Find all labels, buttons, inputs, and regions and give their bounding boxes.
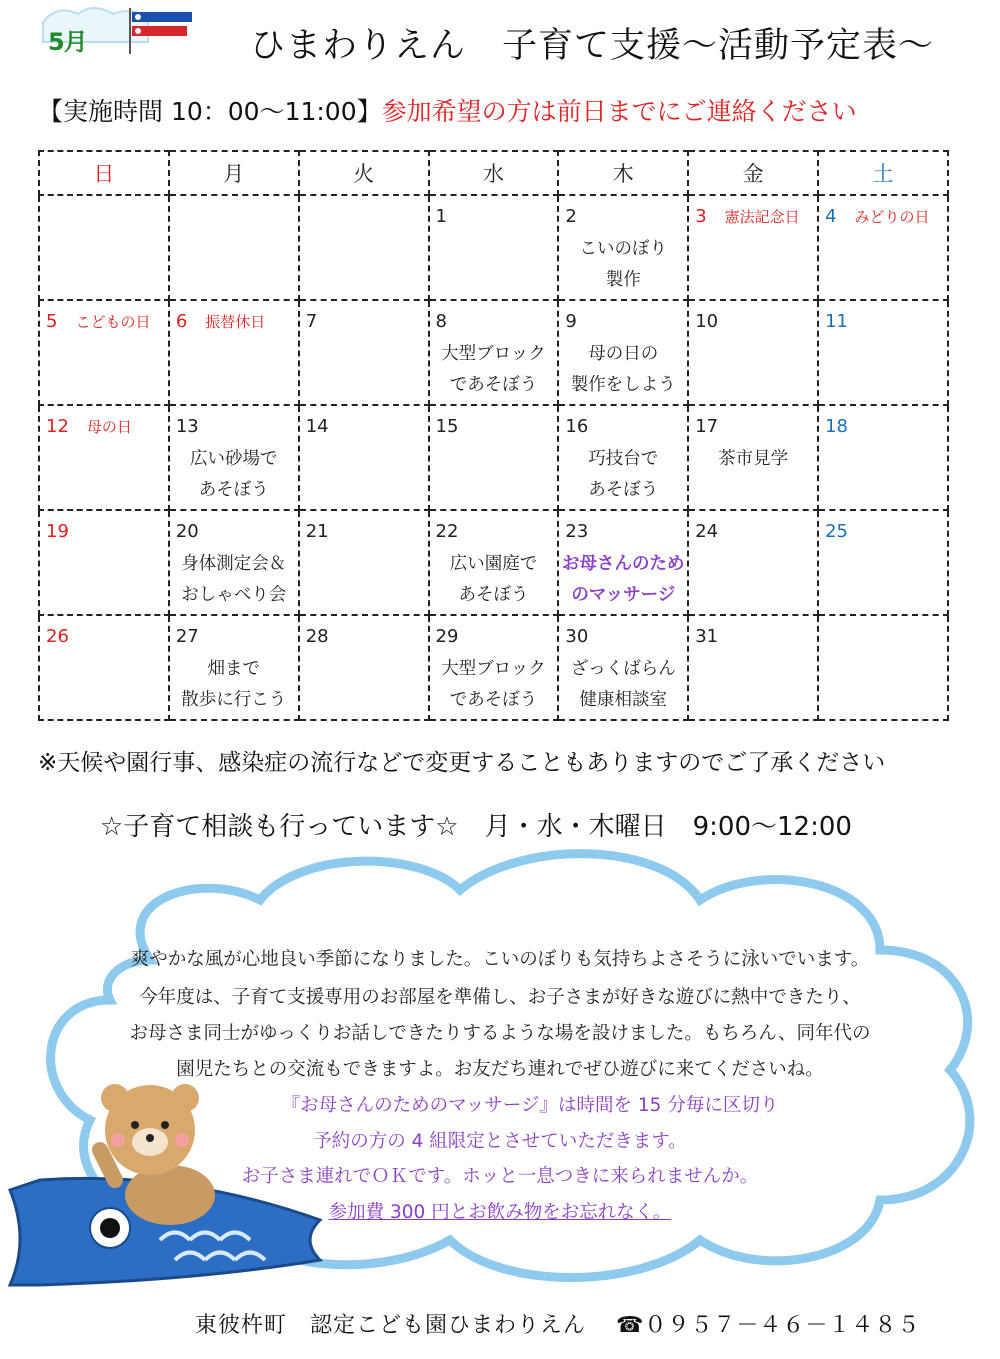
month-badge: 5月 [48, 28, 87, 56]
message-line-2: 今年度は、子育て支援専用のお部屋を準備し、お子さまが好きな遊びに熱中できたり、 [139, 987, 861, 1008]
event-text [170, 444, 298, 506]
day-number [46, 311, 150, 332]
weekday-sun: 日 [39, 151, 169, 195]
calendar-day-cell [169, 300, 299, 405]
day-number [436, 521, 459, 542]
event-line: 製作 [605, 270, 641, 290]
day-number [695, 206, 799, 227]
holiday-label: 振替休日 [205, 313, 266, 331]
holiday-label: みどりの日 [854, 208, 930, 226]
calendar-day-cell [169, 510, 299, 615]
calendar-day-cell [299, 195, 429, 300]
day-number [825, 416, 848, 437]
day-number-value: 23 [565, 521, 589, 542]
day-number-value: 5 [46, 311, 58, 332]
day-number [825, 311, 848, 332]
day-number [306, 521, 329, 542]
day-number-value: 31 [695, 626, 719, 647]
day-number-value: 9 [565, 311, 577, 332]
day-number [695, 416, 718, 437]
weekday-header-row [39, 151, 948, 195]
calendar-day-cell [558, 510, 688, 615]
event-line: 広い園庭で [449, 554, 538, 574]
calendar-day-cell [558, 615, 688, 720]
day-number-value: 6 [175, 311, 188, 332]
calendar-day-cell [429, 195, 559, 300]
event-line: あそぼう [588, 480, 659, 500]
calendar-day-cell [299, 615, 429, 720]
time-text: 【実施時間 10：00～11:00】 [38, 97, 382, 126]
day-number [436, 416, 459, 437]
event-text [559, 234, 687, 296]
calendar-table [38, 150, 949, 721]
phone-icon: ☎ [616, 1313, 645, 1338]
event-text [430, 339, 558, 401]
calendar-day-cell [39, 615, 169, 720]
day-number [695, 521, 718, 542]
event-text [170, 654, 298, 716]
calendar-week-row [39, 405, 948, 510]
day-number [436, 311, 447, 332]
weekday-sat: 土 [818, 151, 948, 195]
consultation-info: ☆子育て相談も行っています☆ 月・水・木曜日 9:00～12:00 [100, 812, 852, 842]
event-line: であそぼう [449, 375, 538, 395]
calendar-day-cell [558, 300, 688, 405]
day-number [565, 206, 576, 227]
event-line: 母の日の [588, 344, 659, 364]
calendar-day-cell [39, 510, 169, 615]
day-number-value: 3 [695, 206, 707, 227]
event-line: 畑まで [207, 659, 261, 679]
event-line: こいのぼり [579, 239, 668, 259]
calendar-day-cell [299, 405, 429, 510]
calendar-day-cell [39, 195, 169, 300]
calendar-day-cell [39, 405, 169, 510]
day-number [565, 311, 576, 332]
day-number-value: 30 [565, 626, 589, 647]
calendar-day-cell [688, 405, 818, 510]
day-number [176, 311, 265, 332]
contact-text: 参加希望の方は前日までにご連絡ください [381, 97, 857, 126]
event-line: 製作をしよう [570, 375, 676, 395]
day-number-value: 25 [825, 521, 848, 542]
phone-number: ０９５７－４６－１４８５ [644, 1313, 921, 1338]
calendar-day-cell [169, 615, 299, 720]
calendar-day-cell [429, 615, 559, 720]
day-number [176, 626, 199, 647]
calendar-day-cell [688, 195, 818, 300]
event-line: であそぼう [449, 690, 538, 710]
event-line: 大型ブロック [441, 659, 546, 679]
calendar-day-cell [818, 510, 948, 615]
day-number-value: 14 [305, 416, 329, 437]
calendar-day-cell [818, 195, 948, 300]
day-number [565, 626, 588, 647]
event-text [559, 339, 687, 401]
footer [195, 1308, 920, 1339]
calendar-day-cell [169, 195, 299, 300]
event-text [170, 549, 298, 611]
weekday-tue: 火 [299, 151, 429, 195]
calendar-day-cell [688, 615, 818, 720]
day-number [46, 626, 69, 647]
day-number [436, 626, 459, 647]
page-title: ひまわりえん 子育て支援～活動予定表～ [250, 26, 935, 66]
day-number-value: 11 [825, 311, 848, 332]
day-number-value: 12 [46, 416, 69, 437]
weekday-mon: 月 [169, 151, 299, 195]
event-text [430, 654, 558, 716]
calendar-day-cell [299, 510, 429, 615]
calendar-day-cell [558, 195, 688, 300]
day-number-value: 4 [825, 206, 837, 227]
day-number [306, 626, 329, 647]
bear-koinobori-illustration [0, 1080, 330, 1300]
day-number-value: 20 [175, 521, 199, 542]
day-number-value: 28 [305, 626, 329, 647]
day-number-value: 8 [435, 311, 447, 332]
event-line: あそぼう [458, 585, 529, 605]
day-number [46, 416, 132, 437]
weekday-fri: 金 [688, 151, 818, 195]
day-number [825, 206, 929, 227]
event-text [430, 549, 558, 611]
schedule-time-line [38, 92, 857, 128]
day-number [436, 206, 447, 227]
event-line: ざっくばらん [570, 659, 676, 679]
day-number-value: 1 [435, 206, 447, 227]
weekday-wed: 水 [429, 151, 559, 195]
massage-line-2: 予約の方の 4 組限定とさせていただきます。 [313, 1131, 687, 1152]
day-number [695, 311, 718, 332]
calendar-day-cell [429, 405, 559, 510]
day-number [306, 311, 317, 332]
event-text [689, 444, 817, 475]
event-line: 大型ブロック [441, 344, 546, 364]
day-number [176, 416, 199, 437]
day-number [825, 521, 848, 542]
day-number-value: 7 [305, 311, 318, 332]
event-line: 健康相談室 [579, 690, 668, 710]
calendar-day-cell [818, 405, 948, 510]
organization-name: 東彼杵町 認定こども園ひまわりえん [195, 1313, 587, 1338]
event-line: お母さんのため [562, 554, 685, 574]
event-text [559, 654, 687, 716]
holiday-label: 憲法記念日 [724, 208, 800, 226]
calendar-week-row [39, 615, 948, 720]
day-number-value: 21 [305, 521, 329, 542]
day-number-value: 24 [695, 521, 719, 542]
event-line: 茶市見学 [718, 449, 789, 469]
calendar-week-row [39, 510, 948, 615]
day-number-value: 17 [695, 416, 719, 437]
day-number-value: 29 [435, 626, 459, 647]
day-number [176, 521, 199, 542]
change-notice: ※天候や園行事、感染症の流行などで変更することもありますのでご了承ください [38, 750, 886, 776]
day-number-value: 15 [435, 416, 459, 437]
calendar-day-cell [818, 300, 948, 405]
day-number [565, 521, 588, 542]
day-number-value: 13 [175, 416, 199, 437]
event-line: 身体測定会＆ [181, 554, 287, 574]
calendar-day-cell [39, 300, 169, 405]
day-number-value: 19 [46, 521, 69, 542]
calendar-week-row [39, 195, 948, 300]
weekday-thu: 木 [558, 151, 688, 195]
day-number [306, 416, 329, 437]
event-line: のマッサージ [571, 585, 676, 605]
day-number [695, 626, 718, 647]
day-number-value: 26 [46, 626, 69, 647]
event-line: 散歩に行こう [181, 690, 287, 710]
event-line: おしゃべり会 [181, 585, 287, 605]
calendar-day-cell [818, 615, 948, 720]
event-line: 広い砂場で [190, 449, 278, 469]
day-number [46, 521, 69, 542]
day-number [565, 416, 588, 437]
calendar-day-cell [429, 510, 559, 615]
day-number-value: 27 [175, 626, 199, 647]
holiday-label: こどもの日 [75, 313, 151, 331]
message-line-4: 園児たちとの交流もできますよ。お友だち連れでぜひ遊びに来てくださいね。 [176, 1059, 824, 1080]
calendar-day-cell [688, 510, 818, 615]
event-line: 巧技台で [588, 449, 659, 469]
calendar-week-row [39, 300, 948, 405]
day-number-value: 10 [695, 311, 719, 332]
event-line: あそぼう [198, 480, 269, 500]
calendar-day-cell [299, 300, 429, 405]
message-line-1: 爽やかな風が心地良い季節になりました。こいのぼりも気持ちよさそうに泳いでいます。 [130, 949, 870, 970]
massage-line-3: お子さま連れでＯＫです。ホッと一息つきに来られませんか。 [241, 1166, 759, 1187]
event-text [559, 444, 687, 506]
message-line-3: お母さま同士がゆっくりお話しできたりするような場を設けました。もちろん、同年代の [129, 1023, 871, 1044]
day-number-value: 18 [825, 416, 848, 437]
fee-text: 参加費 300 円とお飲み物をお忘れなく。 [328, 1202, 672, 1223]
event-text [559, 549, 687, 611]
calendar-day-cell [429, 300, 559, 405]
holiday-label: 母の日 [86, 418, 132, 436]
calendar-day-cell [558, 405, 688, 510]
massage-line-1: 『お母さんのためのマッサージ』は時間を 15 分毎に区切り [281, 1095, 779, 1116]
calendar-day-cell [688, 300, 818, 405]
calendar-day-cell [169, 405, 299, 510]
day-number-value: 16 [565, 416, 589, 437]
day-number-value: 2 [565, 206, 577, 227]
day-number-value: 22 [435, 521, 459, 542]
